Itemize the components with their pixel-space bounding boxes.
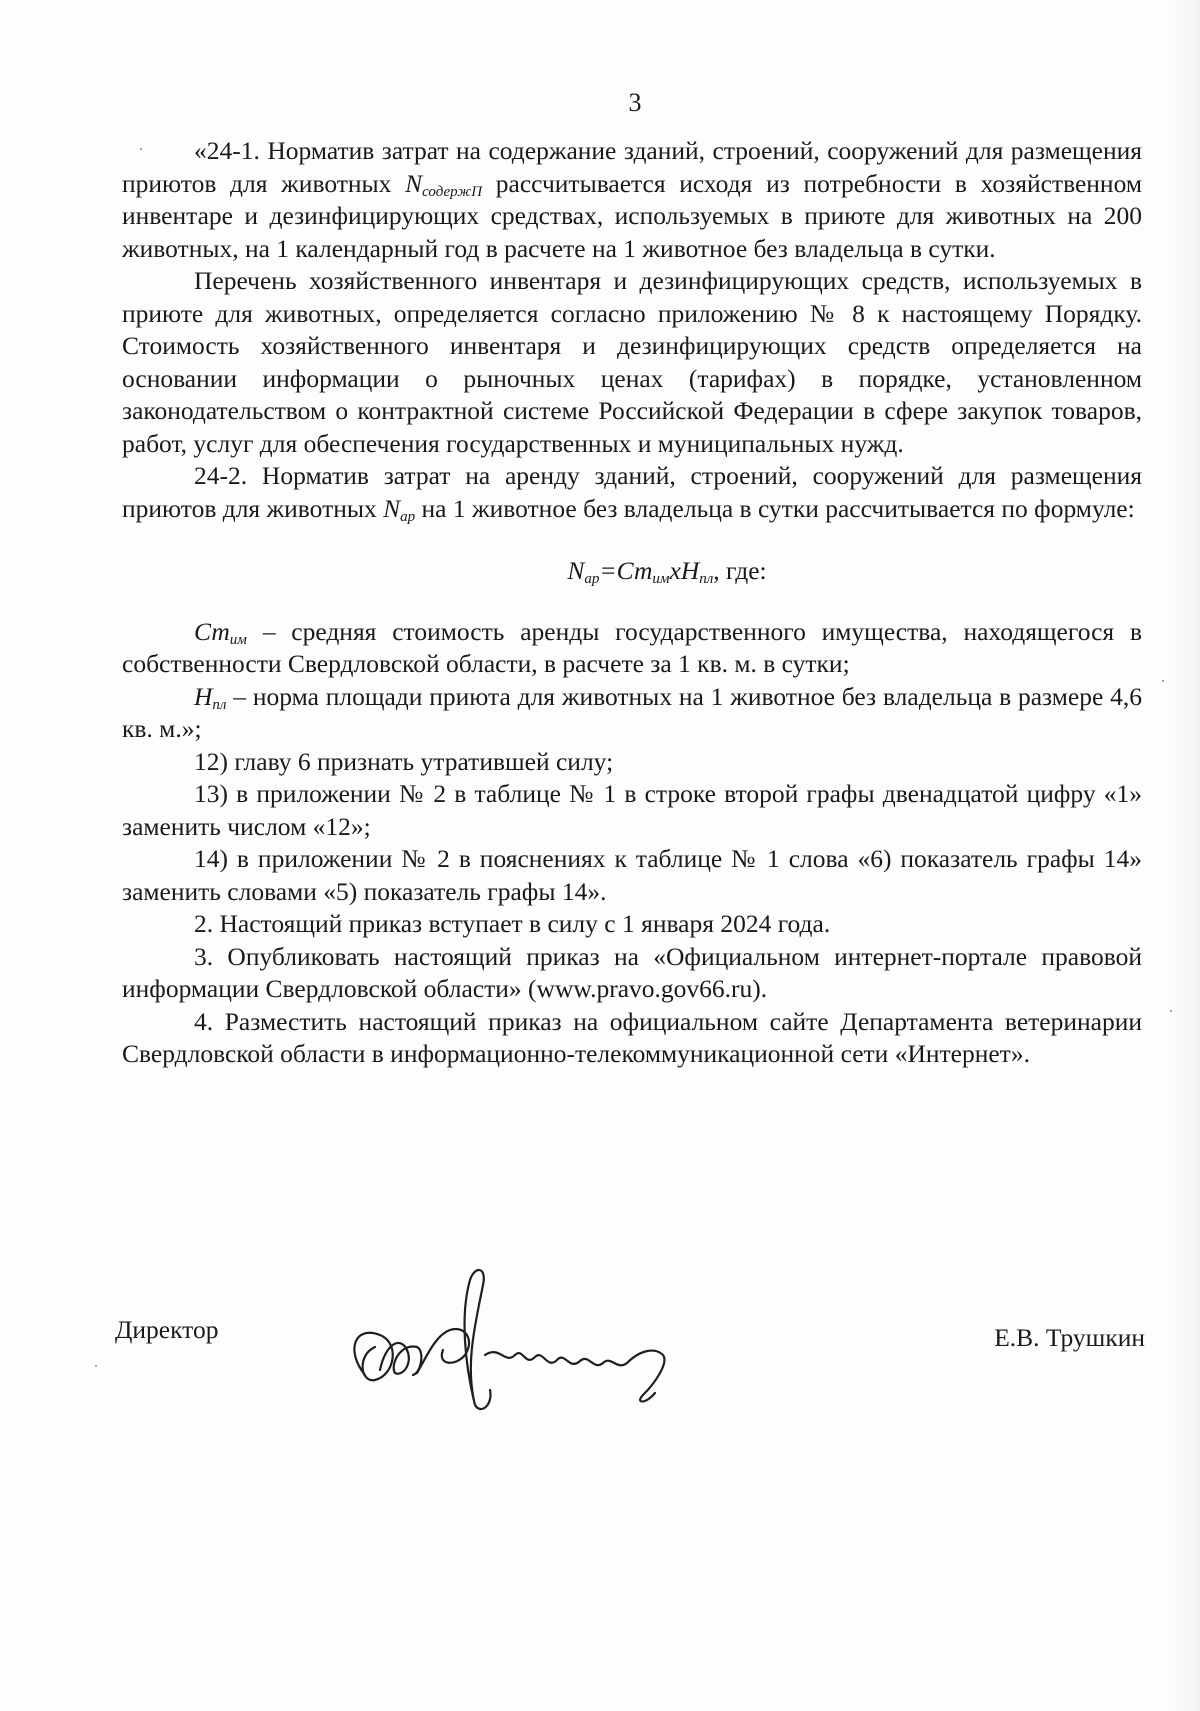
symbol-n-ar: $N_{ар}$ <box>383 493 416 525</box>
clause-4: 4. Разместить настоящий приказ на официальном сайте Департамента ветеринарии Свердловской области в информационно-телекоммуникационной сети «Интернет». <box>122 1006 1142 1068</box>
definition-n-pl: $Н_{пл}$ – норма площади приюта для животных на 1 животное без владельца в размере 4,6 кв. м.»; <box>122 681 1142 743</box>
scan-speck <box>95 1365 97 1367</box>
scan-speck <box>140 148 142 150</box>
item-12: 12) главу 6 признать утратившей силу; <box>194 746 614 776</box>
item-14: 14) в приложении № 2 в пояснениях к таблице № 1 слова «6) показатель графы 14» заменить словами «5) показатель графы 14». <box>122 844 1142 906</box>
page-number: 3 <box>628 88 642 117</box>
formula: $N_{ар}=Ст_{им}xН_{пл}$, где: <box>567 556 767 587</box>
document-body <box>122 135 1142 1071</box>
paragraph-inventory-list: Перечень хозяйственного инвентаря и дезинфицирующих средств, используемых в приюте для животных, определяется согласно приложению № 8 к настоящему Порядку. Стоимость хозяйственного инвентаря и дезинфицирующих средств определяется на основании информации о рыночных ценах (тарифах) в порядке, установленном законодательством о контрактной системе Российской Федерации в сфере закупок товаров, работ, услуг для обеспечения государственных и муниципальных нужд. <box>122 266 1142 458</box>
item-13: 13) в приложении № 2 в таблице № 1 в строке второй графы двенадцатой цифру «1» заменить числом «12»; <box>122 779 1142 841</box>
handwritten-signature <box>325 1255 745 1425</box>
symbol-n-soderzh: $N_{содержП}$ <box>405 168 483 200</box>
paragraph-24-2: 24-2. Норматив затрат на аренду зданий, строений, сооружений для размещения приютов для животных $N_{ар}$ на 1 животное без владельца в сутки рассчитывается по формуле: <box>122 461 1142 525</box>
scan-speck <box>1162 680 1164 682</box>
signature-block <box>115 1255 1145 1425</box>
clause-3: 3. Опубликовать настоящий приказ на «Официальном интернет-портале правовой информации Свердловской области» (www.pravo.gov66.ru). <box>122 941 1142 1003</box>
scan-edge-shadow <box>1170 0 1200 1711</box>
signer-name: Е.В. Трушкин <box>994 1323 1145 1352</box>
signer-position: Директор <box>115 1315 219 1344</box>
scan-speck <box>1170 1010 1172 1012</box>
clause-2: 2. Настоящий приказ вступает в силу с 1 января 2024 года. <box>194 909 831 938</box>
definition-st-im: $Ст_{им}$ – средняя стоимость аренды государственного имущества, находящегося в собственности Свердловской области, в расчете за 1 кв. м. в сутки; <box>122 616 1142 678</box>
paragraph-24-1: «24-1. Норматив затрат на содержание зданий, строений, сооружений для размещения приютов для животных $N_{содержП}$ рассчитывается исходя из потребности в хозяйственном инвентаре и дезинфицирующих средствах, используемых в приюте для животных на 200 животных, на 1 календарный год в расчете на 1 животное без владельца в сутки. <box>122 136 1142 263</box>
